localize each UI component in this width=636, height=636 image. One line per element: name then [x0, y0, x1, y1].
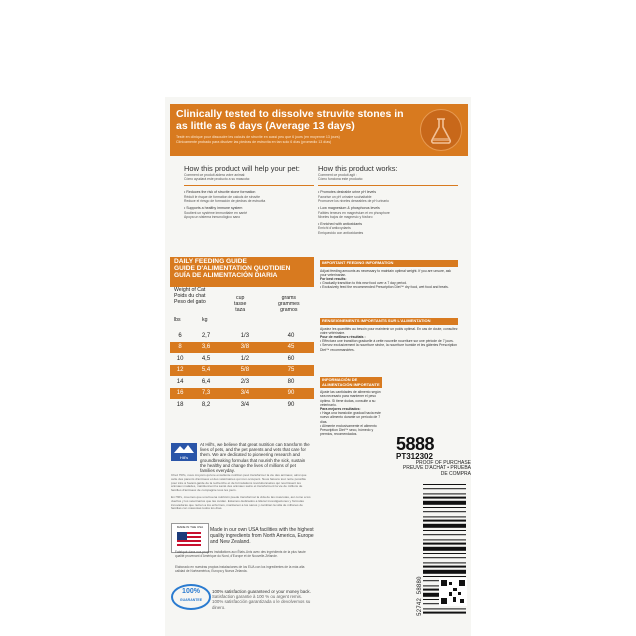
feeding-table-row — [170, 353, 314, 365]
barcode-bar — [423, 534, 466, 535]
help-sub-es: Cómo ayudará este producto a su mascota: — [184, 177, 250, 182]
made-in-usa-badge — [171, 523, 209, 553]
barcode-bar — [423, 484, 466, 485]
proof-of-purchase — [396, 461, 471, 477]
feeding-table-row — [170, 365, 314, 377]
help-bullet-fr: Réduit le risque de formation de calculs de struvite — [184, 194, 260, 199]
info-french-header: RENSEIGNEMENTS IMPORTANTS SUR L'ALIMENTATION — [320, 318, 458, 325]
grams-header — [278, 296, 300, 313]
hero-subtitle — [176, 135, 408, 144]
barcode-bar — [423, 566, 466, 568]
barcode-bar — [423, 511, 466, 512]
works-sub-es: Cómo funciona este producto: — [318, 177, 364, 182]
weight-header-en: Weight of Cat — [174, 287, 206, 293]
feeding-table-row — [170, 342, 314, 354]
info-french-body: Ajustez les quantités au besoin pour maintenir un poids optimal. En cas de doute, consultez votre vétérinaire. — [320, 326, 458, 335]
weight-header-fr: Poids du chat — [174, 292, 206, 299]
works-bullet — [318, 206, 458, 219]
barcode-bar — [423, 530, 466, 531]
kg-cell: 3,6 — [190, 342, 222, 354]
info-english-header: IMPORTANT FEEDING INFORMATION — [320, 260, 458, 267]
works-title: How this product works: — [318, 164, 398, 173]
info-english-item: • Exclusively feed the recommended Prescription Diet™ dry food, wet food and treats. — [320, 285, 449, 290]
cup-cell: 1/2 — [240, 355, 250, 362]
help-bullet — [184, 190, 314, 203]
hills-logo — [171, 443, 197, 461]
satisfaction-guarantee-badge — [171, 584, 211, 610]
works-bullet-es: Enriquecido con antioxidantes — [318, 230, 364, 235]
barcode-bar — [423, 570, 466, 574]
grams-header-fr: grammes — [278, 300, 300, 307]
info-spanish — [320, 377, 382, 436]
hills-logo-mark — [171, 443, 197, 454]
lbs-cell: 18 — [176, 401, 184, 408]
usa-text-es: Elaborado en nuestras propias instalaciones de los EUA con los ingredientes de la más alta calidad de Norteamérica, Europa y Nueva Zelanda. — [175, 565, 305, 573]
barcode-bar — [423, 557, 466, 558]
proof-label: PROOF OF PURCHASE — [415, 460, 471, 466]
help-bullet-es: Apoya un sistema inmunológico sano — [184, 214, 241, 219]
help-title: How this product will help your pet: — [184, 164, 300, 173]
sku-number: 5888 — [396, 434, 435, 454]
barcode-bar — [423, 520, 466, 522]
hills-logo-text: Hill's — [179, 455, 189, 460]
feeding-title-en: DAILY FEEDING GUIDE — [174, 258, 247, 265]
feeding-title-es: GUÍA DE ALIMENTACIÓN DIARIA — [174, 271, 278, 279]
cup-cell: 1/3 — [240, 332, 250, 339]
guarantee-text-es: 100% satisfacción garantizada o le devolvemos su dinero. — [212, 599, 311, 610]
info-french-results: Pour de meilleurs résultats : — [320, 335, 366, 339]
weight-header — [174, 288, 206, 305]
flask-icon — [420, 109, 462, 151]
hero-title: Clinically tested to dissolve struvite stones in as little as 6 days (Average 13 days) — [176, 108, 404, 132]
grams-cell: 45 — [268, 342, 314, 354]
info-english-body: Adjust feeding amounts as necessary to maintain optimal weight. If you are unsure, ask your veterinarian. — [320, 268, 451, 277]
works-bullet-en: • Promotes desirable urine pH levels — [318, 190, 376, 195]
barcode-bar — [423, 547, 466, 551]
usa-text-fr: Fabriqué dans nos propres installations aux États-Unis avec des ingrédients de la plus haute qualité provenant d'Amérique du Nord, d'Europe et de Nouvelle-Zélande. — [175, 550, 306, 558]
help-bullet-fr: Soutient un système immunitaire en santé — [184, 210, 248, 215]
info-spanish-item: • Alimente exclusivamente el alimento Prescription Diet™ seco, húmedo y premios, recomendados. — [320, 423, 377, 437]
guarantee-text — [212, 589, 314, 610]
works-section — [318, 165, 458, 235]
grams-cell: 40 — [287, 332, 295, 339]
help-bullet-en: • Supports a healthy immune system — [184, 206, 243, 211]
kg-cell: 4,5 — [201, 355, 211, 362]
kg-cell: 7,3 — [190, 388, 222, 400]
grams-cell: 75 — [268, 365, 314, 377]
guarantee-text-fr: Satisfaction garantie à 100 % ou argent remis. — [212, 594, 303, 600]
usa-text: Made in our own USA facilities with the highest quality ingredients from North America, Europe and New Zealand. — [210, 527, 314, 545]
info-english-results: For best results: — [320, 277, 347, 281]
barcode-bar — [423, 516, 466, 517]
cup-cell: 3/4 — [222, 388, 268, 400]
grams-cell: 60 — [287, 355, 295, 362]
weight-header-es: Peso del gato — [174, 298, 206, 305]
hero-subtitle-es: Clínicamente probado para disolver las piedras de estruvita en tan solo 6 días (promedio 13 días) — [176, 139, 332, 144]
works-bullet — [318, 190, 458, 203]
barcode-bar — [423, 553, 466, 554]
cup-header-es: taza — [235, 306, 246, 313]
barcode-bar — [423, 501, 466, 505]
made-in-usa-label: MADE IN THE USA — [176, 525, 204, 529]
barcode-bar — [423, 543, 466, 545]
info-english-item: • Gradually transition to this new food over a 7 day period. — [320, 281, 407, 286]
works-divider — [318, 185, 458, 186]
kg-cell: 2,7 — [201, 332, 211, 339]
product-code: PT312302 — [396, 452, 433, 461]
works-bullet-en: • Low magnesium & phosphorus levels — [318, 206, 380, 211]
barcode-digits: 52742 58880 — [416, 576, 423, 616]
cup-header-fr: tasse — [234, 300, 247, 307]
unit-kg: kg — [202, 317, 208, 323]
cup-cell: 3/4 — [240, 401, 250, 408]
cup-header — [234, 296, 246, 313]
feeding-table-row — [170, 330, 314, 342]
lbs-cell: 16 — [170, 388, 190, 400]
kg-cell: 6,4 — [201, 378, 211, 385]
grams-header-en: grams — [281, 295, 297, 301]
lbs-cell: 8 — [170, 342, 190, 354]
cup-header-en: cup — [236, 295, 245, 301]
cup-cell: 5/8 — [222, 365, 268, 377]
usa-flag-icon — [177, 532, 201, 546]
barcode-bar — [423, 608, 466, 609]
works-bullet-es: Niveles bajos de magnesio y fósforo — [318, 214, 373, 219]
barcode-bar — [423, 497, 466, 499]
lbs-cell: 14 — [176, 378, 184, 385]
badge-label: GUARANTEE — [179, 598, 203, 602]
help-section — [184, 165, 314, 219]
barcode-bar — [423, 562, 466, 563]
info-spanish-item: • Haga una transición gradual hacia este nuevo alimento durante un período de 7 días. — [320, 411, 381, 424]
kg-cell: 5,4 — [190, 365, 222, 377]
works-bullet-es: Promueve los niveles deseables de pH urinario — [318, 199, 389, 204]
barcode-bar — [423, 488, 466, 489]
unit-lbs: lbs — [174, 317, 181, 323]
lbs-cell: 12 — [170, 365, 190, 377]
guarantee-text-en: 100% satisfaction guaranteed or your money back. — [212, 589, 311, 594]
feeding-table — [170, 330, 314, 411]
hills-paragraph: At Hill's, we believe that great nutrition can transform the lives of pets, and the pet parents and vets that care for them. We are dedicated to pioneering research and groundbreaking formulas that nourish the sick, sustain the healthy and change the lives of millions of pet families everyday. — [200, 442, 310, 474]
works-bullet-en: • Enriched with antioxidants — [318, 222, 363, 227]
grams-cell: 90 — [287, 401, 295, 408]
barcode-bar — [423, 524, 466, 528]
cup-cell: 2/3 — [240, 378, 250, 385]
info-english — [320, 260, 458, 290]
hills-paragraph-fr: Chez Hill's, nous croyons qu'une excellente nutrition peut transformer la vie des animaux, ainsi que celle des parents d'animaux et des vétérinaires qui s'en occupent. Nous faisons tout notre possible pour être à l'avant-garde de la recherche et de formulations révolutionnaires qui nourrissent les animaux malades, maintiennent la santé des animaux sains et transforment la vie de millions de familles d'animaux de compagnie tous les jours. — [171, 473, 307, 493]
kg-cell: 8,2 — [201, 401, 211, 408]
info-spanish-body: Ajuste las cantidades de alimento según sea necesario para mantener el peso óptimo. Si tiene dudas, consulte a su veterinario. — [320, 390, 381, 407]
grams-header-es: gramos — [280, 306, 298, 313]
feeding-table-row — [170, 376, 314, 388]
lbs-cell: 10 — [176, 355, 184, 362]
barcode-bar — [423, 493, 466, 494]
help-bullet — [184, 206, 314, 219]
feeding-table-header — [172, 287, 314, 329]
lbs-cell: 6 — [178, 332, 182, 339]
hills-paragraph-es: En Hill's, creemos que una buena nutrición puede transformar la vida de las mascotas, así como a los dueños y los veterinarios que las cuidan. Estamos dedicados a liderar investigaciones y fórmulas innovadoras que nutren a los enfermos, mantienen a los sanos y cambian la vida de millones de familias con mascotas todos los días. — [171, 495, 311, 511]
barcode-bar — [423, 612, 466, 614]
help-sub-fr: Comment ce produit aidera votre animal: — [184, 173, 246, 177]
barcode-bar — [423, 507, 466, 508]
info-spanish-header: INFORMACIÓN DE ALIMENTACIÓN IMPORTANTE — [320, 377, 382, 388]
grams-cell: 90 — [268, 388, 314, 400]
works-sub-fr: Comment ce produit agit : — [318, 173, 357, 177]
barcode-bar — [423, 576, 466, 577]
works-bullet-fr: Favorise un pH urinaire souhaitable — [318, 194, 372, 199]
info-french — [320, 318, 458, 352]
help-bullet-en: • Reduces the risk of struvite stone formation — [184, 190, 256, 195]
help-divider — [184, 185, 314, 186]
works-bullet — [318, 222, 458, 235]
feeding-guide-title — [174, 259, 314, 279]
barcode-bar — [423, 539, 466, 540]
badge-percent: 100% — [182, 588, 200, 595]
qr-code-icon — [439, 578, 467, 606]
works-bullet-fr: Faibles teneurs en magnésium et en phosphore — [318, 210, 390, 215]
hero-subtitle-fr: Testé en clinique pour dissoudre les calculs de struvite en aussi peu que 6 jours (en moyenne 13 jours) — [176, 135, 340, 139]
feeding-title-fr: GUIDE D'ALIMENTATION QUOTIDIEN — [174, 264, 291, 272]
info-french-item: • Effectuez une transition graduelle à cette nouvelle nourriture sur une période de 7 jours. — [320, 339, 454, 344]
help-bullet-es: Reduce el riesgo de formación de piedras de estruvita — [184, 199, 266, 204]
works-bullet-fr: Enrichi d'antioxydants — [318, 226, 351, 231]
info-french-item: • Servez exclusivement la nourriture sèche, la nourriture humide et les gâteries Prescription Diet™ recommandées. — [320, 343, 458, 352]
cup-cell: 3/8 — [222, 342, 268, 354]
info-spanish-results: Para mejores resultados: — [320, 407, 361, 411]
grams-cell: 80 — [287, 378, 295, 385]
feeding-table-row — [170, 399, 314, 411]
proof-label-fr-es: PREUVE D'ACHAT • PRUEBA DE COMPRA — [402, 465, 471, 477]
feeding-table-row — [170, 388, 314, 400]
